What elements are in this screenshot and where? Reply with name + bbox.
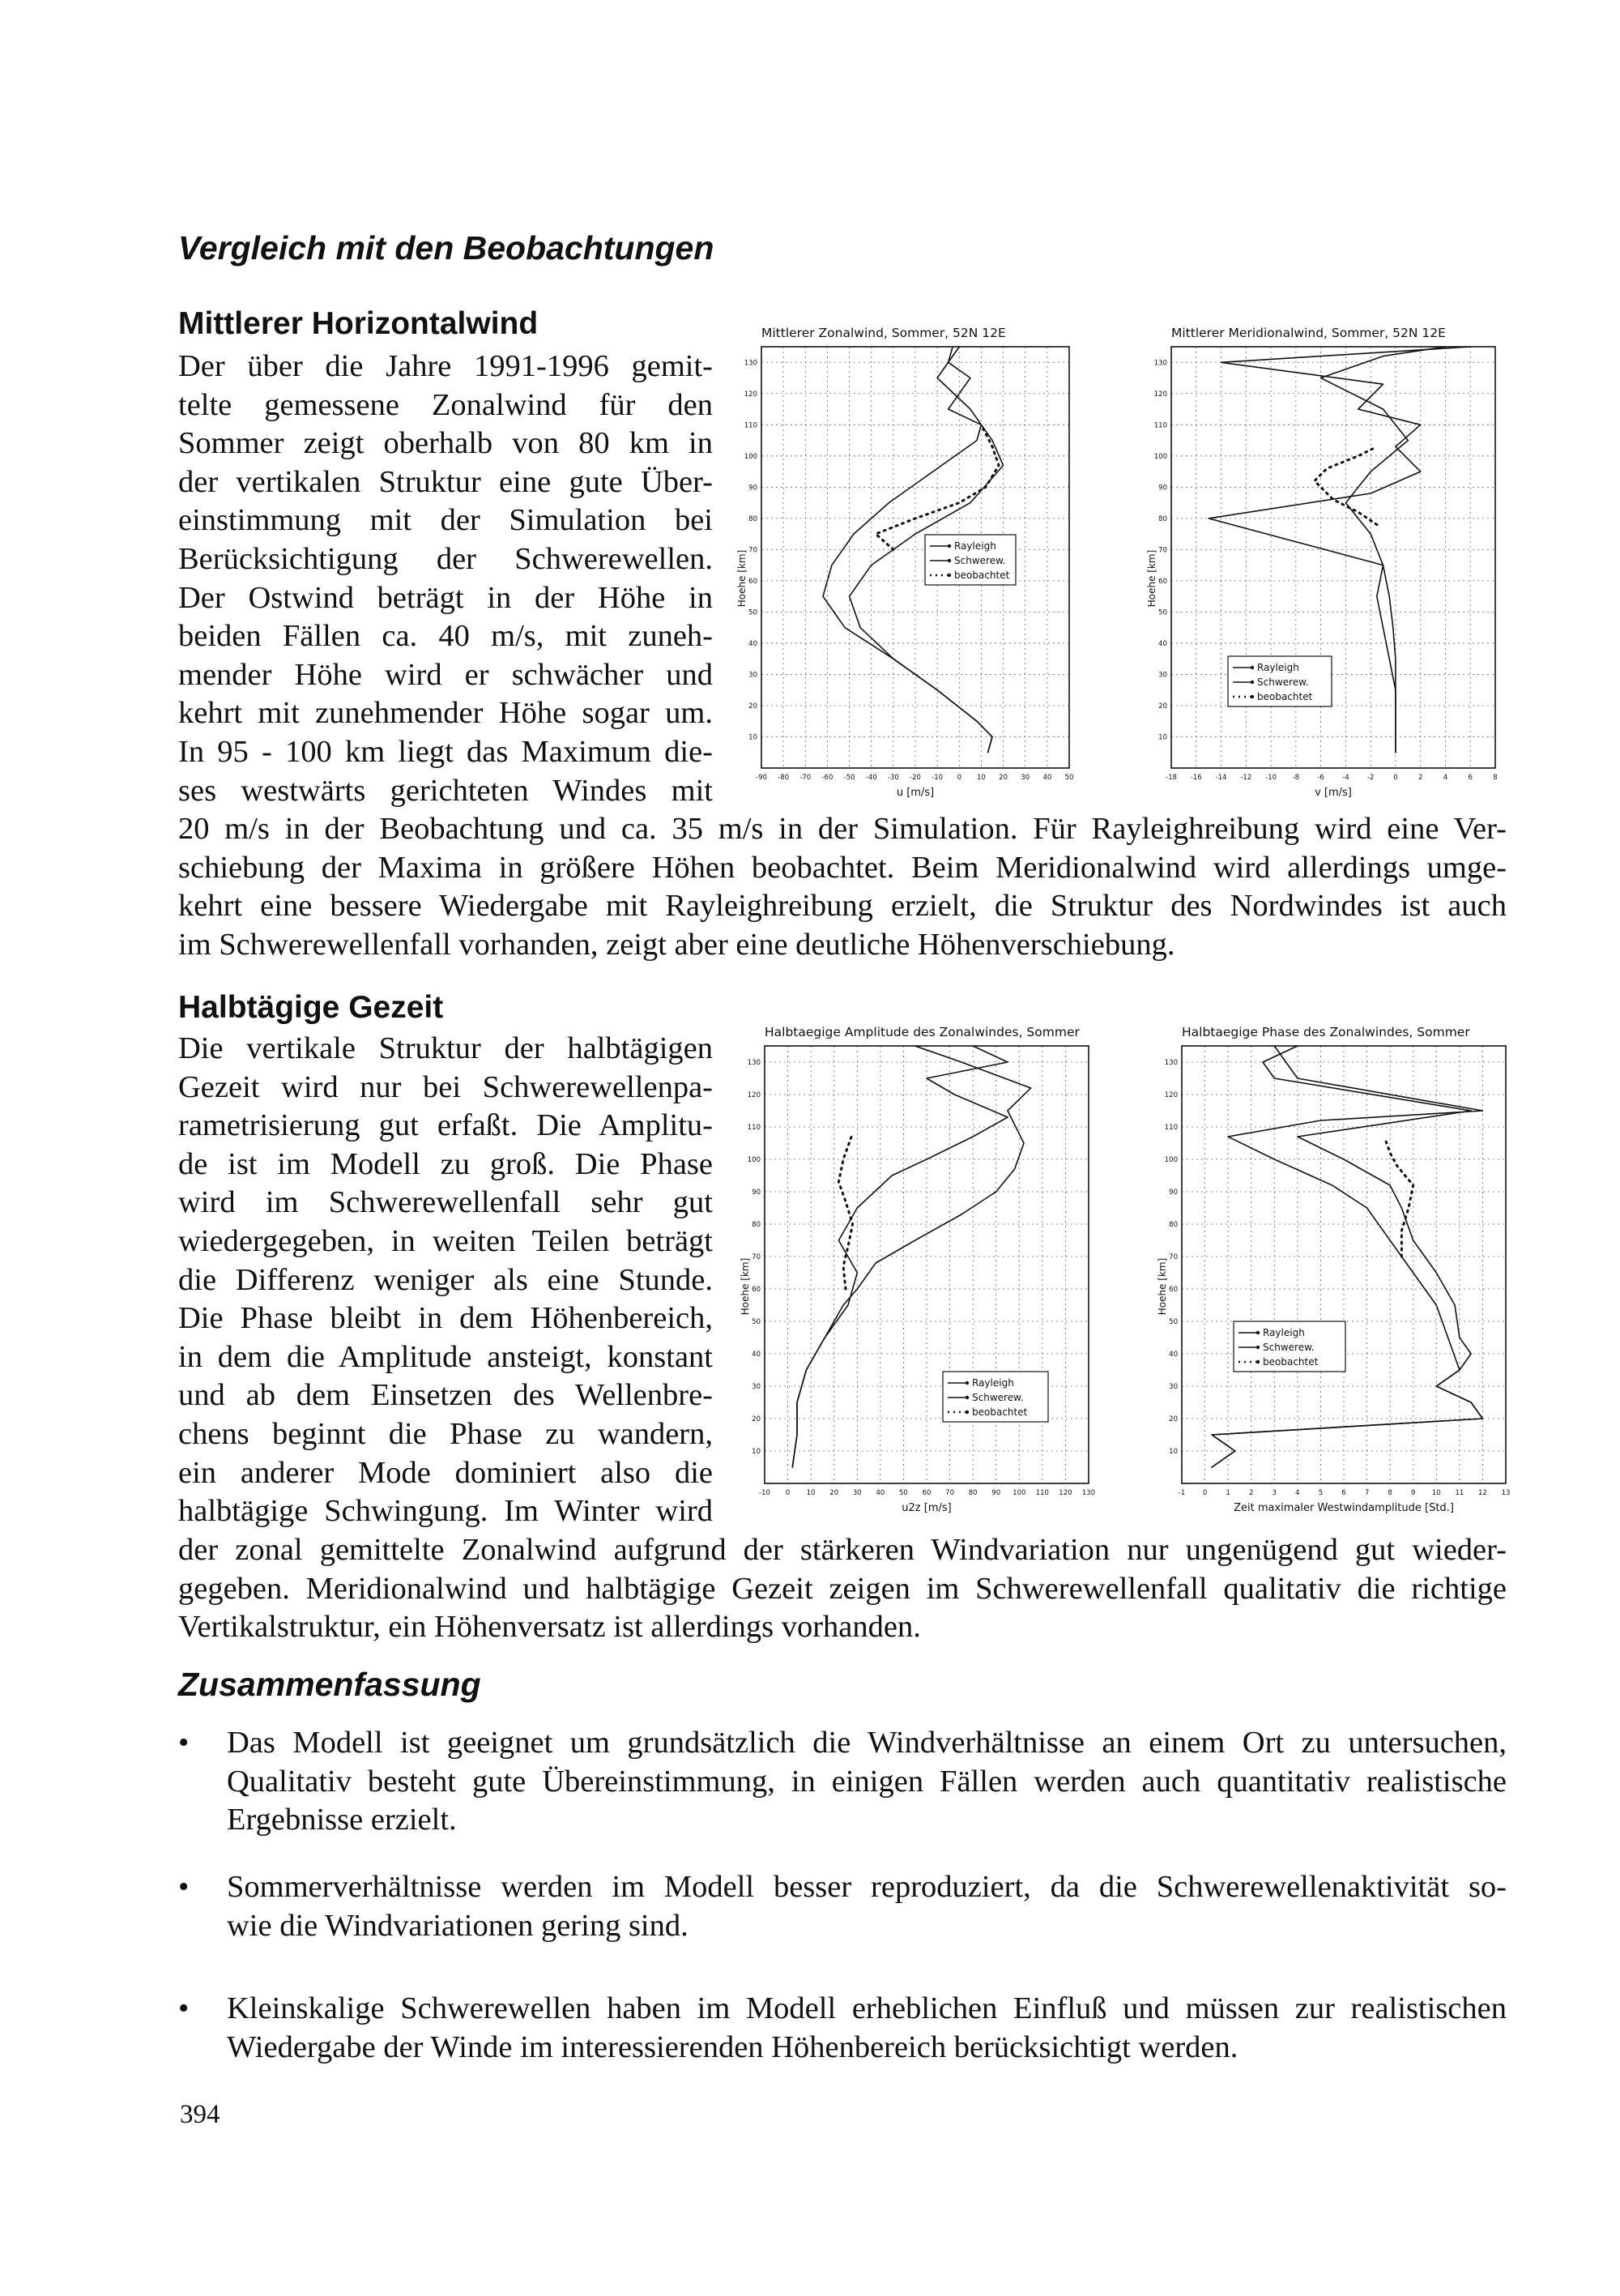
text-line: In 95 - 100 km liegt das Maximum die- [178, 734, 713, 769]
x-tick-label: -4 [1342, 774, 1349, 782]
y-tick-label: 10 [748, 733, 757, 742]
text-line: Sommerverhältnisse werden im Modell besser reproduziert, da die Schwerewellenaktivität so- [227, 1870, 1507, 1904]
x-tick-label: -6 [1317, 774, 1324, 782]
page-number: 394 [180, 2100, 220, 2129]
x-tick-label: -18 [1166, 774, 1177, 782]
y-tick-label: 40 [1158, 639, 1167, 648]
text-line: Qualitativ besteht gute Übereinstimmung, in einigen Fällen werden auch quantitativ realistische [227, 1764, 1507, 1799]
x-tick-label: 50 [1064, 774, 1074, 782]
legend-label: Rayleigh [1263, 1327, 1305, 1338]
y-tick-label: 60 [1158, 577, 1167, 586]
text-line: telte gemessene Zonalwind für den [178, 387, 713, 422]
y-tick-label: 120 [744, 390, 757, 399]
text-line: 20 m/s in der Beobachtung und ca. 35 m/s in der Simulation. Für Rayleighreibung wird eine Ver- [178, 812, 1507, 846]
x-axis-label: u [m/s] [896, 787, 935, 799]
x-tick-label: -10 [759, 1489, 770, 1497]
text-line: rametrisierung gut erfaßt. Die Amplitu- [178, 1108, 713, 1143]
y-tick-label: 20 [1169, 1415, 1178, 1423]
wind-full-text [178, 810, 1507, 964]
text-line: schiebung der Maxima in größere Höhen beobachtet. Beim Meridionalwind wird allerdings umge- [178, 850, 1507, 885]
text-line: Ergebnisse erzielt. [227, 1803, 457, 1837]
legend-label: beobachtet [954, 570, 1010, 581]
chart-legend [1228, 656, 1332, 706]
text-line: in dem die Amplitude ansteigt, konstant [178, 1339, 713, 1374]
text-line: Berücksichtigung der Schwerewellen. [178, 541, 713, 576]
x-tick-label: 5 [1318, 1489, 1324, 1497]
x-tick-label: 30 [1021, 774, 1030, 782]
x-tick-label: 11 [1455, 1489, 1464, 1497]
y-tick-label: 70 [1169, 1253, 1178, 1261]
x-tick-label: -10 [932, 774, 944, 782]
text-line: wie die Windvariationen gering sind. [227, 1908, 688, 1943]
text-line: kehrt mit zunehmender Höhe sogar um. [178, 696, 713, 731]
y-tick-label: 110 [1153, 421, 1167, 430]
x-tick-label: 10 [977, 774, 986, 782]
x-tick-label: 6 [1341, 1489, 1346, 1497]
chart-grid [1171, 347, 1495, 768]
y-tick-label: 110 [744, 421, 757, 430]
x-tick-label: 2 [1249, 1489, 1254, 1497]
x-tick-label: -8 [1292, 774, 1300, 782]
chart-legend [925, 535, 1016, 585]
legend-marker [1256, 1331, 1260, 1334]
x-tick-label: 0 [1393, 774, 1398, 782]
chart-title: Halbtaegige Amplitude des Zonalwindes, Sommer [765, 1025, 1080, 1039]
text-line: de ist im Modell zu groß. Die Phase [178, 1146, 713, 1181]
y-tick-label: 100 [747, 1156, 761, 1164]
y-tick-label: 110 [747, 1124, 761, 1132]
y-tick-label: 10 [1169, 1448, 1178, 1456]
plot-frame [1171, 347, 1495, 768]
x-tick-label: 2 [1418, 774, 1423, 782]
x-tick-label: 40 [876, 1489, 885, 1497]
legend-marker [948, 559, 951, 562]
x-axis-label: u2z [m/s] [902, 1502, 952, 1514]
y-axis-label: Hoehe [km] [736, 549, 748, 608]
legend-label: Rayleigh [1257, 662, 1299, 673]
heading-summary: Zusammenfassung [178, 1666, 481, 1703]
x-tick-label: 20 [999, 774, 1008, 782]
y-tick-label: 80 [752, 1221, 761, 1229]
section-title: Vergleich mit den Beobachtungen [178, 229, 714, 267]
x-tick-label: 10 [806, 1489, 816, 1497]
text-line: wiedergegeben, in weiten Teilen beträgt [178, 1223, 713, 1258]
text-line: der zonal gemittelte Zonalwind aufgrund der stärkeren Windvariation nur ungenügend gut wieder- [178, 1533, 1507, 1567]
x-tick-label: -20 [910, 774, 921, 782]
x-tick-label: -16 [1190, 774, 1202, 782]
chart-tide-phase [1154, 1015, 1511, 1521]
y-tick-label: 30 [748, 671, 757, 680]
text-line: kehrt eine bessere Wiedergabe mit Rayleighreibung erzielt, die Struktur des Nordwindes ist auch [178, 889, 1507, 924]
y-tick-label: 50 [1158, 608, 1167, 617]
bullet-icon: • [178, 1726, 190, 1760]
y-tick-label: 70 [748, 546, 757, 555]
legend-label: Schwerew. [1263, 1342, 1315, 1353]
text-line: mender Höhe wird er schwächer und [178, 657, 713, 692]
x-tick-label: 4 [1443, 774, 1448, 782]
y-tick-label: 10 [1158, 733, 1167, 742]
text-line: einstimmung mit der Simulation bei [178, 503, 713, 538]
y-tick-label: 120 [1153, 390, 1167, 399]
legend-label: Rayleigh [954, 540, 996, 552]
y-tick-label: 90 [1158, 484, 1167, 493]
x-tick-label: -80 [778, 774, 790, 782]
x-tick-label: 90 [991, 1489, 1001, 1497]
y-tick-label: 80 [748, 514, 757, 523]
chart-title: Mittlerer Zonalwind, Sommer, 52N 12E [761, 326, 1006, 340]
text-line: gegeben. Meridionalwind und halbtägige Gezeit zeigen im Schwerewellenfall qualitativ die richtige [178, 1571, 1507, 1606]
chart-grid [761, 347, 1069, 768]
bullet-icon: • [178, 1870, 190, 1904]
text-line: Der Ostwind beträgt in der Höhe in [178, 580, 713, 615]
bullet-text [227, 1724, 1507, 1840]
x-tick-label: 30 [852, 1489, 862, 1497]
legend-marker [1251, 666, 1254, 669]
tide-column-text [178, 1030, 713, 1531]
x-axis-label: v [m/s] [1315, 787, 1352, 799]
x-tick-label: 6 [1468, 774, 1473, 782]
x-tick-label: 4 [1295, 1489, 1300, 1497]
text-line: die Differenz weniger als eine Stunde. [178, 1262, 713, 1297]
legend-label: beobachtet [1257, 691, 1313, 702]
y-tick-label: 50 [752, 1318, 761, 1326]
y-tick-label: 100 [1153, 452, 1167, 461]
x-tick-label: 130 [1081, 1489, 1096, 1497]
x-tick-label: 8 [1388, 1489, 1392, 1497]
chart-title: Mittlerer Meridionalwind, Sommer, 52N 12E [1171, 326, 1446, 340]
wind-column-text [178, 348, 713, 810]
text-line: der vertikalen Struktur eine gute Über- [178, 464, 713, 499]
x-tick-label: 10 [1431, 1489, 1441, 1497]
x-tick-label: -30 [887, 774, 899, 782]
text-line: Vertikalstruktur, ein Höhenversatz ist allerdings vorhanden. [178, 1610, 921, 1645]
text-line: beiden Fällen ca. 40 m/s, mit zuneh- [178, 619, 713, 654]
y-tick-label: 40 [1169, 1351, 1178, 1359]
y-tick-label: 90 [748, 484, 757, 493]
heading-semidiurnal-tide: Halbtägige Gezeit [178, 990, 444, 1025]
x-tick-label: 0 [957, 774, 961, 782]
y-tick-label: 80 [1169, 1221, 1178, 1229]
chart-grid [1182, 1046, 1506, 1483]
y-tick-label: 50 [748, 608, 757, 617]
text-line: Kleinskalige Schwerewellen haben im Modell erheblichen Einfluß und müssen zur realistischen [227, 1991, 1507, 2025]
legend-marker [948, 574, 951, 577]
y-tick-label: 100 [744, 452, 757, 461]
heading-horizontal-wind: Mittlerer Horizontalwind [178, 306, 539, 341]
legend-label: beobachtet [1263, 1356, 1319, 1368]
x-tick-label: -1 [1178, 1489, 1186, 1497]
x-tick-label: -40 [865, 774, 877, 782]
legend-marker [1256, 1360, 1260, 1364]
x-tick-label: -14 [1215, 774, 1227, 782]
legend-marker [948, 544, 951, 548]
y-tick-label: 130 [1153, 359, 1167, 368]
x-tick-label: -10 [1265, 774, 1277, 782]
text-line: Die Phase bleibt in dem Höhenbereich, [178, 1301, 713, 1336]
x-tick-label: 0 [785, 1489, 791, 1497]
x-tick-label: -60 [821, 774, 833, 782]
x-tick-label: 100 [1013, 1489, 1026, 1497]
y-tick-label: 60 [752, 1286, 761, 1294]
y-tick-label: 100 [1164, 1156, 1178, 1164]
y-tick-label: 90 [1169, 1189, 1178, 1197]
text-line: chens beginnt die Phase zu wandern, [178, 1416, 713, 1451]
legend-label: Schwerew. [1257, 676, 1309, 688]
y-tick-label: 10 [752, 1448, 761, 1456]
legend-marker [966, 1381, 969, 1385]
x-tick-label: -50 [843, 774, 855, 782]
bullet-icon: • [178, 1991, 190, 2025]
y-tick-label: 120 [747, 1091, 761, 1099]
text-line: im Schwerewellenfall vorhanden, zeigt aber eine deutliche Höhenverschiebung. [178, 927, 1175, 962]
text-line: Gezeit wird nur bei Schwerewellenpa- [178, 1069, 713, 1104]
y-tick-label: 20 [752, 1415, 761, 1423]
text-line: Wiedergabe der Winde im interessierenden Höhenbereich berücksichtigt werden. [227, 2029, 1238, 2064]
y-tick-label: 130 [744, 359, 757, 368]
chart-legend [943, 1372, 1048, 1422]
legend-marker [1251, 695, 1254, 698]
chart-title: Halbtaegige Phase des Zonalwindes, Sommer [1182, 1025, 1470, 1039]
chart-meridional-wind [1144, 316, 1500, 806]
legend-label: Schwerew. [972, 1392, 1024, 1403]
x-tick-label: -2 [1366, 774, 1375, 782]
x-tick-label: 3 [1272, 1489, 1277, 1497]
text-line: halbtägige Schwingung. Im Winter wird [178, 1494, 713, 1529]
chart-tide-amplitude [734, 1015, 1106, 1521]
x-tick-label: 0 [1202, 1489, 1208, 1497]
legend-marker [1251, 681, 1254, 684]
text-line: Die vertikale Struktur der halbtägigen [178, 1031, 713, 1065]
y-tick-label: 60 [748, 577, 757, 586]
text-line: wird im Schwerewellenfall sehr gut [178, 1185, 713, 1220]
x-tick-label: 40 [1042, 774, 1052, 782]
y-tick-label: 50 [1169, 1318, 1178, 1326]
y-tick-label: 20 [748, 702, 757, 711]
chart-zonal-wind [734, 316, 1074, 806]
y-tick-label: 40 [748, 639, 757, 648]
legend-label: Schwerew. [954, 555, 1006, 566]
y-tick-label: 30 [752, 1383, 761, 1391]
bullet-text [227, 1990, 1507, 2067]
text-line: Das Modell ist geeignet um grundsätzlich die Windverhältnisse an einem Ort zu untersuchen, [227, 1726, 1507, 1760]
series-line-beobachtet [838, 1133, 852, 1289]
bullet-text [227, 1868, 1507, 1945]
x-tick-label: -12 [1240, 774, 1252, 782]
x-tick-label: 9 [1411, 1489, 1416, 1497]
x-tick-label: -70 [799, 774, 812, 782]
text-line: ses westwärts gerichteten Windes mit [178, 773, 713, 808]
text-line: ein anderer Mode dominiert also die [178, 1455, 713, 1490]
text-line: Der über die Jahre 1991-1996 gemit- [178, 349, 713, 383]
x-tick-label: 1 [1226, 1489, 1230, 1497]
y-tick-label: 90 [752, 1189, 761, 1197]
x-tick-label: 20 [829, 1489, 839, 1497]
y-tick-label: 130 [1164, 1059, 1178, 1067]
y-tick-label: 20 [1158, 702, 1167, 711]
y-tick-label: 40 [752, 1351, 761, 1359]
x-tick-label: -90 [756, 774, 767, 782]
series-line-rayleigh [1321, 347, 1446, 753]
y-tick-label: 110 [1164, 1124, 1178, 1132]
y-tick-label: 30 [1169, 1383, 1178, 1391]
x-tick-label: 80 [968, 1489, 978, 1497]
x-tick-label: 7 [1364, 1489, 1370, 1497]
y-tick-label: 60 [1169, 1286, 1178, 1294]
x-tick-label: 50 [899, 1489, 908, 1497]
legend-marker [966, 1410, 969, 1414]
y-tick-label: 70 [1158, 546, 1167, 555]
x-axis-label: Zeit maximaler Westwindamplitude [Std.] [1234, 1502, 1454, 1514]
y-axis-label: Hoehe [km] [1157, 1257, 1168, 1316]
x-tick-label: 13 [1501, 1489, 1511, 1497]
y-tick-label: 30 [1158, 671, 1167, 680]
text-line: und ab dem Einsetzen des Wellenbre- [178, 1378, 713, 1413]
y-tick-label: 130 [747, 1059, 761, 1067]
y-tick-label: 80 [1158, 514, 1167, 523]
y-tick-label: 120 [1164, 1091, 1178, 1099]
y-axis-label: Hoehe [km] [1146, 549, 1157, 608]
x-tick-label: 120 [1059, 1489, 1072, 1497]
x-tick-label: 60 [922, 1489, 932, 1497]
legend-label: beobachtet [972, 1406, 1028, 1418]
x-tick-label: 70 [945, 1489, 954, 1497]
x-tick-label: 110 [1035, 1489, 1049, 1497]
legend-marker [966, 1396, 969, 1399]
x-tick-label: 12 [1478, 1489, 1487, 1497]
x-tick-label: 8 [1493, 774, 1498, 782]
y-axis-label: Hoehe [km] [740, 1257, 751, 1316]
legend-marker [1256, 1346, 1260, 1349]
legend-label: Rayleigh [972, 1377, 1014, 1389]
tide-full-text [178, 1531, 1507, 1647]
chart-legend [1234, 1321, 1345, 1372]
y-tick-label: 70 [752, 1253, 761, 1261]
text-line: Sommer zeigt oberhalb von 80 km in [178, 426, 713, 461]
